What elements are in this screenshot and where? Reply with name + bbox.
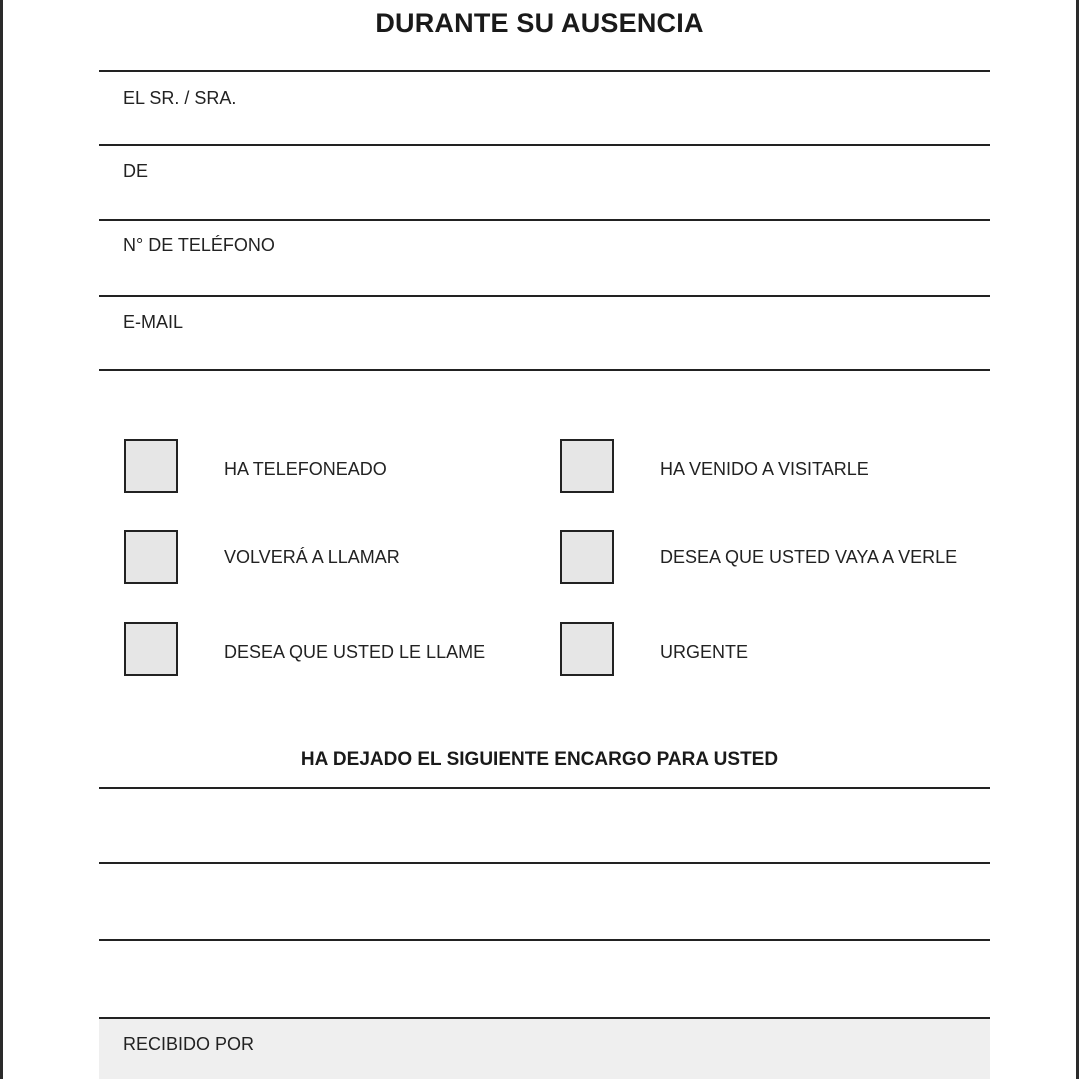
phone-field-label: N° DE TELÉFONO	[123, 235, 275, 255]
checkbox-urgente[interactable]	[560, 622, 614, 676]
name-field-label: EL SR. / SRA.	[123, 88, 237, 108]
divider-email	[99, 369, 990, 371]
checkbox-desea-que-vaya-a-verle[interactable]	[560, 530, 614, 584]
checkbox-volvera-a-llamar[interactable]	[124, 530, 178, 584]
name-field[interactable]	[99, 72, 990, 144]
received-by-label: RECIBIDO POR	[123, 1034, 255, 1054]
message-heading: HA DEJADO EL SIGUIENTE ENCARGO PARA USTED	[300, 749, 779, 770]
checkbox-label-desea-que-vaya-a-verle: DESEA QUE USTED VAYA A VERLE	[660, 547, 958, 567]
checkbox-desea-que-le-llame[interactable]	[124, 622, 178, 676]
checkbox-label-ha-telefoneado: HA TELEFONEADO	[224, 459, 387, 479]
checkbox-label-desea-que-le-llame: DESEA QUE USTED LE LLAME	[224, 642, 486, 662]
form-title: DURANTE SU AUSENCIA	[375, 8, 704, 38]
checkbox-ha-telefoneado[interactable]	[124, 439, 178, 493]
received-by-field[interactable]	[99, 1017, 990, 1079]
checkbox-label-urgente: URGENTE	[660, 642, 749, 662]
message-line-3[interactable]	[99, 941, 990, 1013]
message-line-2[interactable]	[99, 864, 990, 936]
from-field[interactable]	[99, 146, 990, 218]
from-field-label: DE	[123, 161, 149, 181]
email-field[interactable]	[99, 297, 990, 369]
checkbox-label-volvera-a-llamar: VOLVERÁ A LLAMAR	[224, 547, 400, 567]
checkbox-ha-venido-a-visitarle[interactable]	[560, 439, 614, 493]
email-field-label: E-MAIL	[123, 312, 184, 332]
phone-field[interactable]	[99, 221, 990, 295]
message-line-1[interactable]	[99, 789, 990, 861]
checkbox-label-ha-venido-a-visitarle: HA VENIDO A VISITARLE	[660, 459, 869, 479]
